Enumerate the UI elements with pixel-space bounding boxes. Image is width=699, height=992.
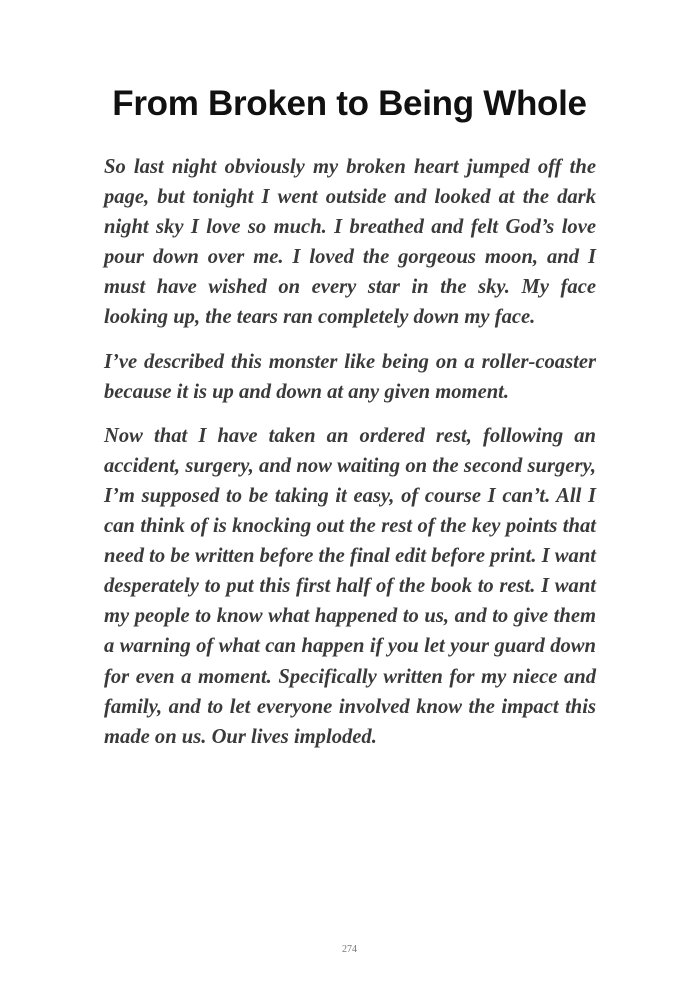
paragraph: Now that I have taken an ordered rest, following an accident, surgery, and now waiting on the second surgery, I’m supposed to be taking it easy, of course I can’t. All I can think of is knocking out the rest of the key points that need to be written before the final edit before print. I want desperately to put this first half of the book to rest. I want my people to know what happened to us, and to give them a warning of what can happen if you let your guard down for even a moment. Specifically written for my niece and family, and to let everyone involved know the impact this made on us. Our lives imploded.: [104, 424, 596, 748]
paragraph: So last night obviously my broken heart jumped off the page, but tonight I went outside and looked at the dark night sky I love so much. I breathed and felt God’s love pour down over me. I loved the gorgeous moon, and I must have wished on every star in the sky. My face looking up, the tears ran completely down my face.: [104, 156, 596, 329]
paragraph: I’ve described this monster like being on a roller-coaster because it is up and down at any given moment.: [104, 350, 596, 403]
page-title: From Broken to Being Whole: [112, 84, 587, 123]
body-text: [104, 152, 596, 766]
page-number: 274: [342, 944, 357, 955]
